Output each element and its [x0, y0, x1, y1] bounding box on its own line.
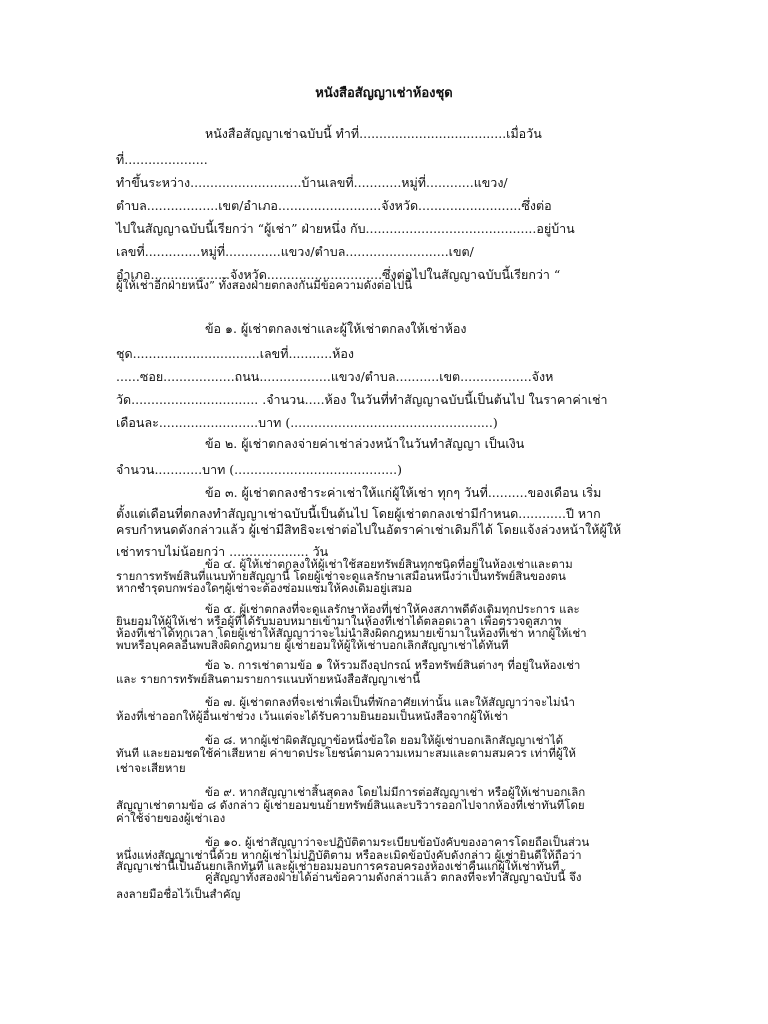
text-line: หนึ่งแห่งสัญญาเช่านี้ด้วย หากผู้เช่าไม่ปฏิบัติตาม หรือละเมิดข้อบังคับดังกล่าว ผู้เช่ายินดีให้ถือว่า	[116, 848, 582, 862]
clause-8: ข้อ ๘. หากผู้เช่าผิดสัญญาข้อหนึ่งข้อใด ยอมให้ผู้เช่าบอกเลิกสัญญาเช่าได้	[205, 733, 564, 747]
text-line: เช่าทราบไม่น้อยกว่า .................... วัน	[116, 544, 329, 559]
text-line: ชุด................................เลขที่...........ห้อง	[116, 346, 355, 361]
closing-line: คู่สัญญาทั้งสองฝ่ายได้อ่านข้อความดังกล่าวแล้ว ตกลงที่จะทำสัญญาฉบับนี้ จึง	[205, 870, 582, 884]
text-line: อำเภอ....................จังหวัด.............................ซึ่งต่อไปในสัญญาฉบับนี้เรียกว่า “	[116, 267, 561, 282]
text-line: รายการทรัพย์สินที่แนบท้ายสัญญานี้ โดยผู้เช่าจะดูแลรักษาเสมือนหนึ่งว่าเป็นทรัพย์สินของตน	[116, 569, 566, 583]
text-line: ห้องที่เช่าได้ทุกเวลา โดยผู้เช่าให้สัญญาว่าจะไม่นำสิ่งผิดกฎหมายเข้ามาในห้องที่เช่า หากผู้ให้เช่า	[116, 626, 587, 640]
text-line: สัญญาเช่านี้เป็นอันยกเลิกทันที และผู้เช่ายอมมอบการครอบครองห้องเช่าคืนแก่ผู้ให้เช่าทันที	[116, 859, 560, 873]
text-line: ที่.....................	[116, 152, 208, 167]
text-line: ผู้ให้เช่าอีกฝ่ายหนึ่ง” ทั้งสองฝ่ายตกลงกันมีข้อความดังต่อไปนี้	[116, 278, 413, 292]
text-line: วัด................................ .จำนวน.....ห้อง ในวันที่ทำสัญญาฉบับนี้เป็นต้นไป ในราคาค่าเช่า	[116, 392, 608, 407]
text-line: ห้องที่เช่าออกให้ผู้อื่นเช่าช่วง เว้นแต่จะได้รับความยินยอมเป็นหนังสือจากผู้ให้เช่า	[116, 709, 509, 723]
text-line: ทันที และยอมชดใช้ค่าเสียหาย ค่าขาดประโยชน์ตามความเหมาะสมและตามสมควร เท่าที่ผู้ให้	[116, 746, 576, 760]
clause-7: ข้อ ๗. ผู้เช่าตกลงที่จะเช่าเพื่อเป็นที่พักอาศัยเท่านั้น และให้สัญญาว่าจะไม่นำ	[205, 695, 575, 709]
document-title: หนังสือสัญญาเช่าห้องชุด	[315, 86, 453, 101]
text-line: จำนวน............บาท (.........................................)	[116, 462, 402, 477]
text-line: หากชำรุดบกพร่องใดๆผู้เช่าจะต้องซ่อมแซมให้คงเดิมอยู่เสมอ	[116, 581, 413, 595]
text-line: ทำขึ้นระหว่าง............................บ้านเลขที่............หมู่ที่............แขวง/	[116, 175, 508, 190]
clause-5: ข้อ ๕. ผู้เช่าตกลงที่จะดูแลรักษาห้องที่เช่าให้คงสภาพดีดังเดิมทุกประการ และ	[205, 602, 580, 616]
clause-4: ข้อ ๔. ผู้ให้เช่าตกลงให้ผู้เช่าใช้สอยทรัพย์สินทุกชนิดที่อยู่ในห้องเช่าและตาม	[205, 557, 573, 571]
clause-1: ข้อ ๑. ผู้เช่าตกลงเช่าและผู้ให้เช่าตกลงให้เช่าห้อง	[205, 321, 467, 336]
text-line: ค่าใช้จ่ายของผู้เช่าเอง	[116, 811, 226, 825]
text-line: เดือนละ.........................บาท (...................................................)	[116, 415, 498, 430]
text-line: หนังสือสัญญาเช่าฉบับนี้ ทำที่.....................................เมื่อวัน	[205, 126, 542, 141]
text-line: ครบกำหนดดังกล่าวแล้ว ผู้เช่ามีสิทธิจะเช่าต่อไปในอัตราค่าเช่าเดิมก็ได้ โดยแจ้งล่วงหน้าให้ผู้ให้	[116, 522, 622, 537]
text-line: ตำบล..................เขต/อำเภอ..........................จังหวัด..........................ซึ่งต่อ	[116, 198, 552, 213]
text-line: ลงลายมือชื่อไว้เป็นสำคัญ	[116, 887, 241, 901]
text-line: ยินยอมให้ผู้ให้เช่า หรือผู้ที่ได้รับมอบหมายเข้ามาในห้องที่เช่าได้ตลอดเวลา เพื่อตรวจดูสภาพ	[116, 614, 562, 628]
clause-9: ข้อ ๙. หากสัญญาเช่าสิ้นสุดลง โดยไม่มีการต่อสัญญาเช่า หรือผู้ให้เช่าบอกเลิก	[205, 785, 586, 799]
text-line: ......ซอย..................ถนน..................แขวง/ตำบล...........เขต..................จังห	[116, 369, 554, 384]
clause-6: ข้อ ๖. การเช่าตามข้อ ๑ ให้รวมถึงอุปกรณ์ หรือทรัพย์สินต่างๆ ที่อยู่ในห้องเช่า	[205, 658, 581, 672]
clause-10: ข้อ ๑๐. ผู้เช่าสัญญาว่าจะปฏิบัติตามระเบียบข้อบังคับของอาคารโดยถือเป็นส่วน	[205, 835, 590, 849]
text-line: เลขที่..............หมู่ที่..............แขวง/ตำบล..........................เขต/	[116, 244, 474, 259]
clause-2: ข้อ ๒. ผู้เช่าตกลงจ่ายค่าเช่าล่วงหน้าในวันทำสัญญา เป็นเงิน	[205, 436, 525, 451]
text-line: ตั้งแต่เดือนที่ตกลงทำสัญญาเช่าฉบับนี้เป็นต้นไป โดยผู้เช่าตกลงเช่ามีกำหนด............ปี หาก	[116, 506, 601, 521]
text-line: พบหรือบุคคลอื่นพบสิ่งผิดกฎหมาย ผู้เช่ายอมให้ผู้ให้เช่าบอกเลิกสัญญาเช่าได้ทันที	[116, 638, 509, 652]
text-line: สัญญาเช่าตามข้อ ๘ ดังกล่าว ผู้เช่ายอมขนย้ายทรัพย์สินและบริวารออกไปจากห้องที่เช่าทันทีโดย	[116, 798, 585, 812]
text-line: เช่าจะเสียหาย	[116, 761, 186, 775]
text-line: ไปในสัญญาฉบับนี้เรียกว่า “ผู้เช่า” ฝ่ายหนึ่ง กับ...........................................อยู่บ้าน	[116, 221, 575, 236]
clause-3: ข้อ ๓. ผู้เช่าตกลงชำระค่าเช่าให้แก่ผู้ให้เช่า ทุกๆ วันที่..........ของเดือน เริ่ม	[205, 485, 602, 500]
text-line: และ รายการทรัพย์สินตามรายการแนบท้ายหนังสือสัญญาเช่านี้	[116, 672, 421, 686]
